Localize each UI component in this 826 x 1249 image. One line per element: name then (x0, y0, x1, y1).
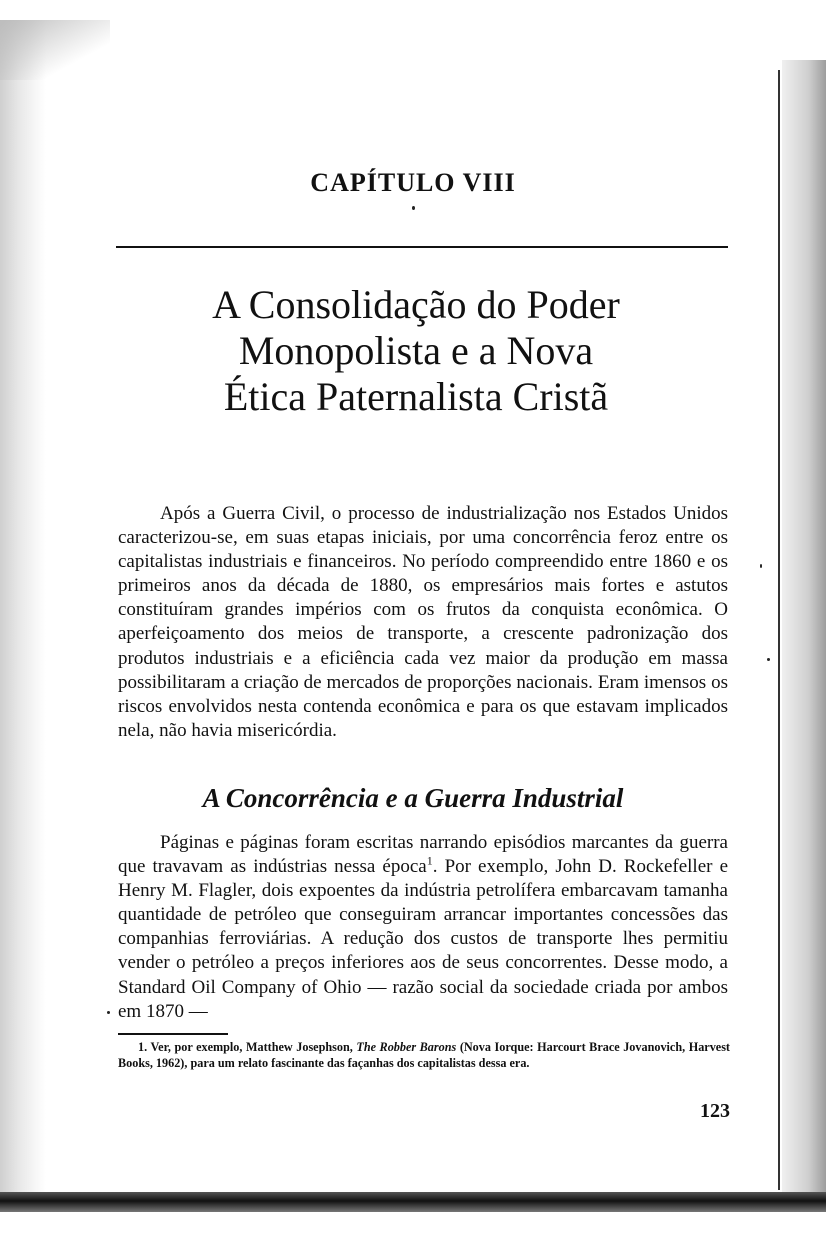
paragraph-1-text: Após a Guerra Civil, o processo de industrialização nos Estados Unidos caracterizou-se, em suas etapas iniciais, por uma concorrência feroz entre os capitalistas industriais e financeiros. No período compreendido entre 1860 e os primeiros anos da década de 1880, os empresários mais fortes e astutos constituíram grandes impérios com os frutos da conquista econômica. O aperfeiçoamento dos meios de transporte, a crescente padronização dos produtos industriais e a eficiência cada vez maior da produção em massa possibilitaram a criação de mercados de proporções nacionais. Eram imensos os riscos envolvidos nesta contenda econômica e para os que estavam implicados nela, não havia misericórdia. (118, 503, 728, 741)
heading-rule (116, 246, 728, 248)
body-paragraph-1 (118, 502, 728, 743)
footnote (118, 1039, 730, 1071)
body-paragraph-2 (118, 831, 728, 1024)
page-edge-line (778, 70, 780, 1190)
footnote-book-title: The Robber Barons (356, 1040, 457, 1054)
section-heading: A Concorrência e a Guerra Industrial (202, 783, 624, 813)
footnote-text-2: (Nova Iorque: Harcourt Brace Jovanovich, Harvest Books, 1962), para um relato fascinante das façanhas dos capitalistas dessa era. (118, 1040, 730, 1070)
title-line-2: Monopolista e a Nova (238, 328, 594, 373)
paragraph-2-text (118, 831, 728, 1024)
footnote-number: 1. (138, 1040, 148, 1054)
paragraph-2-part-2: . Por exemplo, John D. Rockefeller e Henry M. Flagler, dois expoentes da indústria petrolífera embarcavam tamanha quantidade de petróleo que conseguiram arrancar importantes concessões das companhias ferroviárias. A redução dos custos de transporte lhes permitiu vender o petróleo a preços inferiores aos de seus concorrentes. Desse modo, a Standard Oil Company of Ohio — razão social da sociedade criada por ambos em 1870 — (118, 856, 728, 1022)
page-edge-shadow (782, 60, 826, 1200)
binding-shadow (0, 20, 46, 1210)
scan-bottom-edge (0, 1192, 826, 1212)
footnote-rule (118, 1033, 228, 1035)
binding-shadow-corner (0, 20, 110, 80)
paragraph-2-part-1: Páginas e páginas foram escritas narrando episódios marcantes da guerra que travavam as indústrias nessa época (118, 832, 728, 878)
scan-speck (760, 564, 762, 568)
scan-speck (767, 658, 770, 661)
scan-speck (107, 1011, 110, 1014)
chapter-heading: CAPÍTULO VIII (310, 168, 516, 197)
chapter-title (0, 282, 826, 420)
scan-speck (412, 206, 415, 210)
footnote-marker: 1 (426, 853, 433, 868)
page-number: 123 (700, 1100, 730, 1122)
title-line-3: Ética Paternalista Cristã (223, 374, 609, 419)
title-line-1: A Consolidação do Poder (212, 282, 620, 327)
footnote-text-1: Ver, por exemplo, Matthew Josephson, (147, 1040, 357, 1054)
